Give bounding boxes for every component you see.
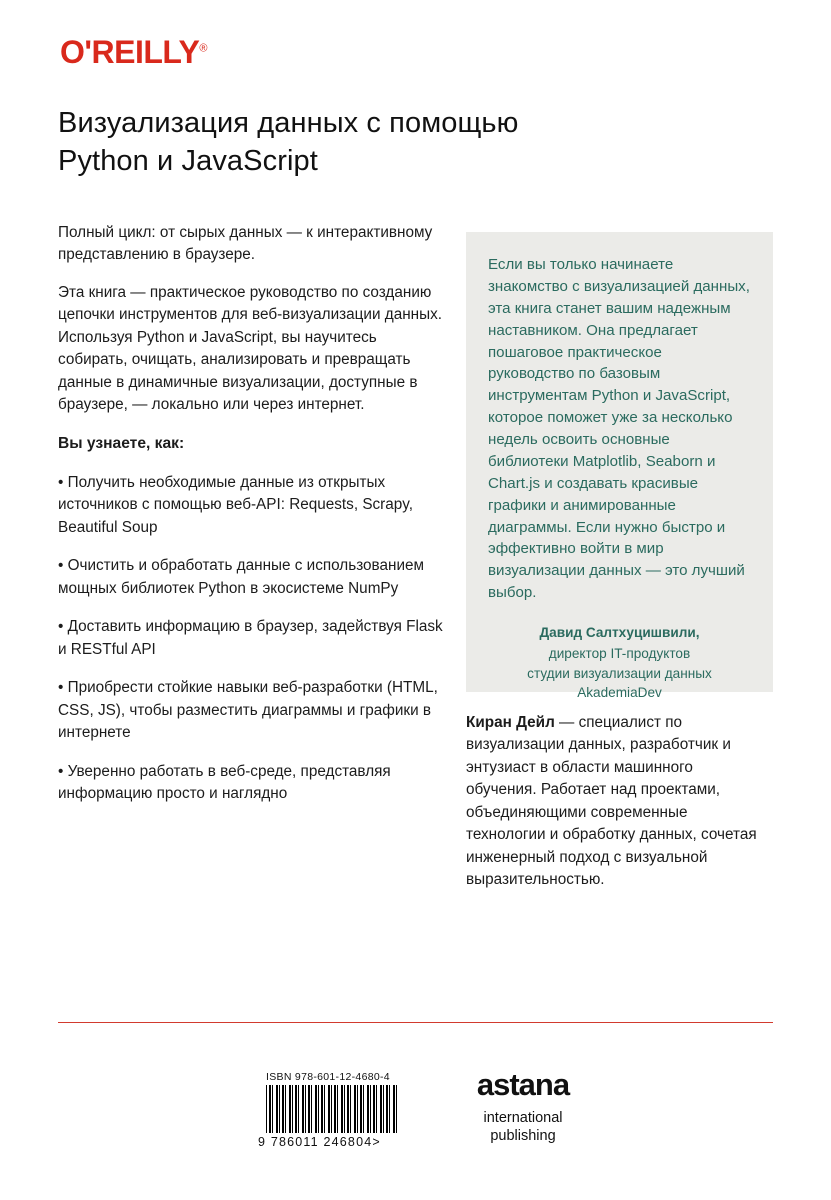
imprint-subtitle: [448, 1109, 598, 1145]
endorsement-quote: Если вы только начинаете знакомство с визуализацией данных, эта книга станет вашим надежным наставником. Она предлагает пошаговое практическое руководство по базовым инструментам Python и JavaScript, которое поможет уже за несколько недель освоить основные библиотеки Matplotlib, Seaborn и Chart.js и создавать красивые графики и анимированные диаграммы. Если нужно быстро и эффективно войти в мир визуализации данных — это лучший выбор.: [488, 256, 750, 602]
left-column: [58, 222, 446, 822]
barcode-bars: [266, 1085, 397, 1133]
endorsement-attribution: [488, 623, 751, 702]
imprint-name: astana: [476, 1067, 570, 1102]
book-description: Эта книга — практическое руководство по созданию цепочки инструментов для веб-визуализации данных. Используя Python и JavaScript, вы научитесь собирать, очищать, анализировать и превращать данные в динамичные визуализации, доступные в браузере, — локально или через интернет.: [58, 283, 442, 414]
barcode-number: 9 786011 246804>: [258, 1135, 381, 1149]
registered-mark: ®: [199, 42, 207, 55]
book-title-line-2: Python и JavaScript: [58, 145, 318, 178]
endorsement-author-title-1: директор IT-продуктов: [548, 646, 691, 662]
endorsement-box: [466, 232, 773, 700]
endorsement-author-title-3: AkademiaDev: [577, 684, 662, 700]
book-title-line-1: Визуализация данных с помощью: [58, 107, 519, 139]
list-item: • Очистить и обработать данные с использованием мощных библиотек Python в экосистеме NumPy: [58, 557, 425, 597]
imprint-subtitle-line-2: publishing: [490, 1128, 556, 1145]
list-item: • Получить необходимые данные из открытых источников с помощью веб-API: Requests, Scrapy, Beautiful Soup: [58, 473, 414, 536]
imprint-logo: [448, 1069, 598, 1145]
list-item: • Приобрести стойкие навыки веб-разработки (HTML, CSS, JS), чтобы разместить диаграммы и графики в интернете: [58, 679, 438, 742]
author-bio-text: — специалист по визуализации данных, разработчик и энтузиаст в области машинного обучения. Работает над проектами, объединяющими современные технологии и обработку данных, сочетая инженерный подход с визуальной выразительностью.: [466, 714, 757, 889]
book-subtitle: Полный цикл: от сырых данных — к интерактивному представлению в браузере.: [58, 224, 433, 264]
imprint-subtitle-line-1: international: [483, 1110, 563, 1126]
author-bio: [466, 712, 766, 892]
barcode: [266, 1085, 397, 1133]
footer-divider: [58, 1022, 773, 1023]
endorsement-author-name: Давид Салтхуцишвили,: [539, 625, 700, 640]
author-name: Киран Дейл: [466, 714, 555, 731]
isbn-text: ISBN 978-601-12-4680-4: [266, 1071, 390, 1083]
oreilly-logo: [60, 34, 207, 71]
learn-heading: Вы узнаете, как:: [58, 434, 185, 452]
endorsement-author-title-2: студии визуализации данных: [527, 665, 712, 681]
list-item: • Уверенно работать в веб-среде, представляя информацию просто и наглядно: [58, 762, 391, 803]
oreilly-logo-text: O'REILLY: [60, 34, 200, 70]
list-item: • Доставить информацию в браузер, задействуя Flask и RESTful API: [58, 618, 443, 658]
book-title: [58, 104, 758, 181]
